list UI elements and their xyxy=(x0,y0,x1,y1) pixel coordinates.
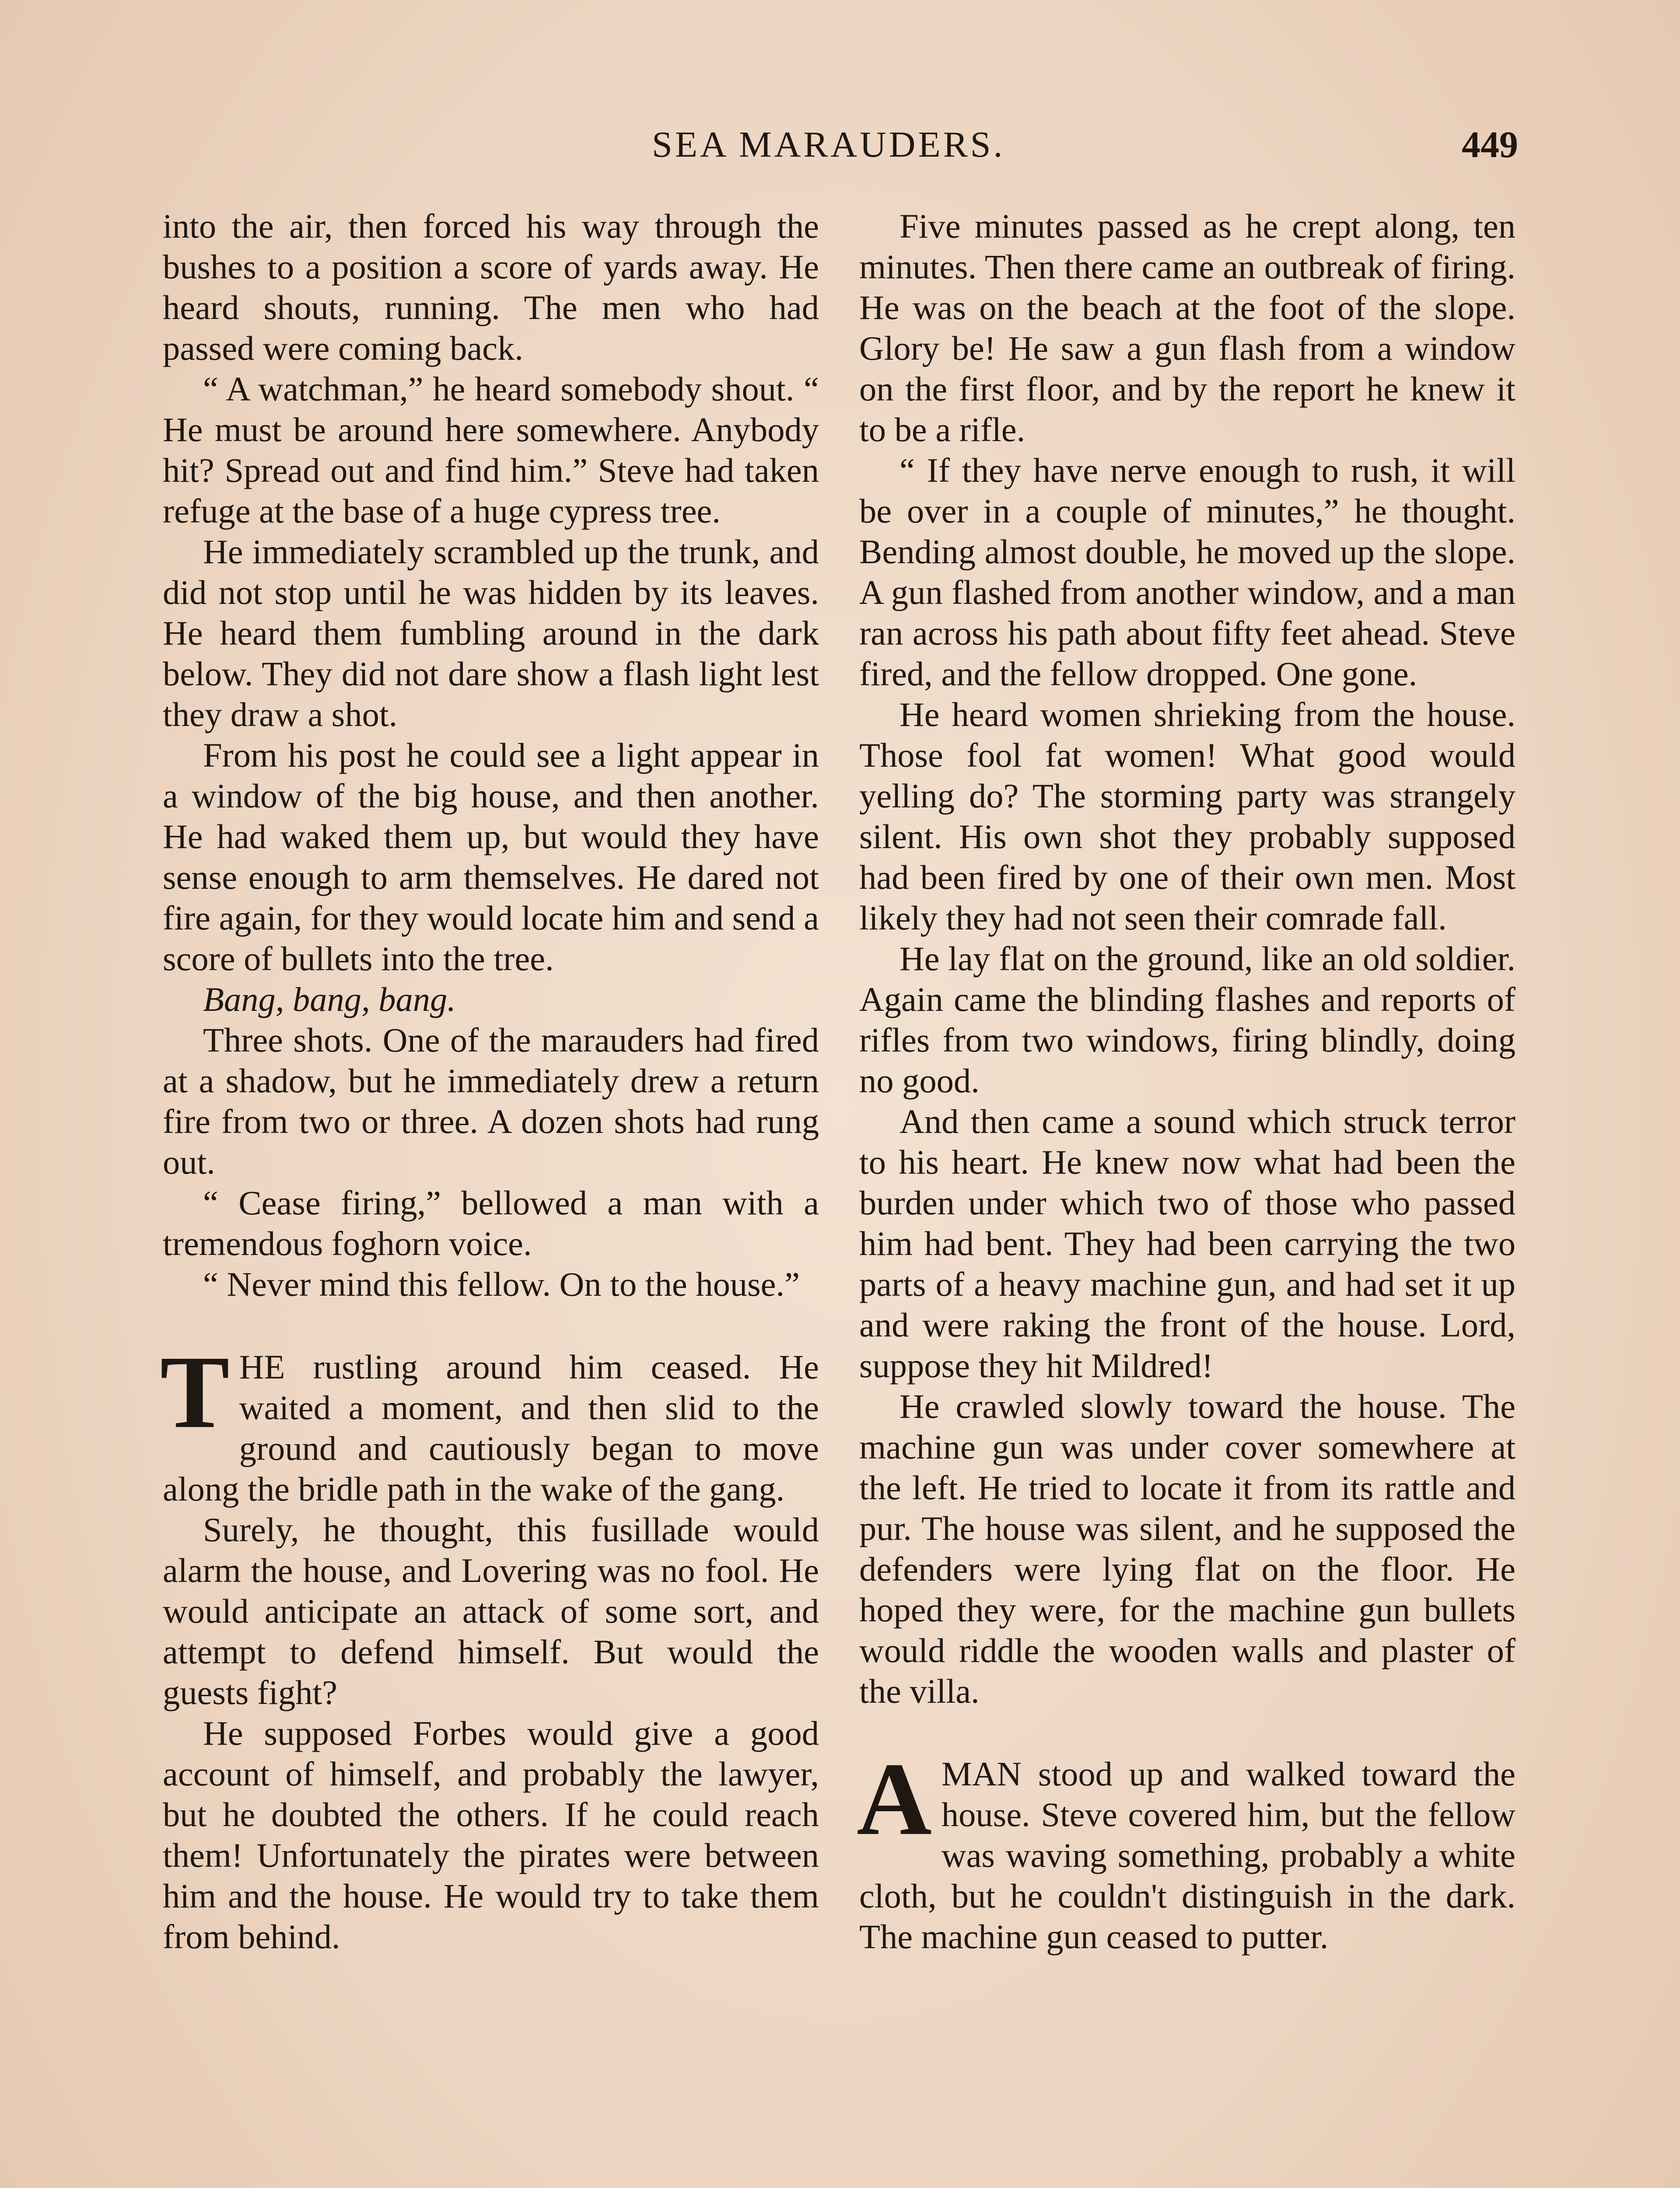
right-column xyxy=(859,206,1516,1957)
paragraph: Surely, he thought, this fusillade would alarm the house, and Lovering was no fool. He would anticipate an attack of some sort, and attempt to defend himself. But would the guests fight? xyxy=(163,1511,819,1711)
drop-cap: T xyxy=(160,1335,230,1450)
section-lead-text: MAN stood up and walked toward the house. Steve covered him, but the fellow was waving something, probably a white cloth, but he couldn't distinguish in the dark. The machine gun ceased to putter. xyxy=(859,1755,1516,1956)
running-title: SEA MARAUDERS. xyxy=(652,124,1005,165)
section-lead-paragraph xyxy=(160,1335,819,1509)
paragraph: “ If they have nerve enough to rush, it will be over in a couple of minutes,” he thought. Bending almost double, he moved up the slope. A gun flashed from another window, and a man ran across his path about fifty feet ahead. Steve fired, and the fellow dropped. One gone. xyxy=(859,451,1516,693)
paragraph: He lay flat on the ground, like an old soldier. Again came the blinding flashes and reports of rifles from two windows, firing blindly, doing no good. xyxy=(859,940,1516,1100)
section-break xyxy=(163,1304,819,1346)
paragraph: And then came a sound which struck terror to his heart. He knew now what had been the burden under which two of those who passed him had bent. They had been carrying the two parts of a heavy machine gun, and had set it up and were raking the front of the house. Lord, suppose they hit Mildred! xyxy=(859,1102,1516,1385)
page-number: 449 xyxy=(1462,123,1518,165)
paragraph: Three shots. One of the marauders had fired at a shadow, but he immediately drew a return fire from two or three. A dozen shots had rung out. xyxy=(163,1021,819,1181)
paragraph: From his post he could see a light appear in a window of the big house, and then another. He had waked them up, but would they have sense enough to arm themselves. He dared not fire again, for they would locate him and send a score of bullets into the tree. xyxy=(163,736,819,978)
paragraph: He heard women shrieking from the house. Those fool fat women! What good would yelling do? The storming party was strangely silent. His own shot they probably supposed had been fired by one of their own men. Most likely they had not seen their comrade fall. xyxy=(859,695,1516,937)
drop-cap: A xyxy=(857,1742,932,1857)
paragraph-italic: Bang, bang, bang. xyxy=(203,980,456,1018)
paragraph: He crawled slowly toward the house. The machine gun was under cover somewhere at the left. He tried to locate it from its rattle and pur. The house was silent, and he supposed the defenders were lying flat on the floor. He hoped they were, for the machine gun bullets would riddle the wooden walls and plaster of the villa. xyxy=(859,1387,1516,1710)
paragraph: “ A watchman,” he heard somebody shout. “ He must be around here somewhere. Anybody hit? Spread out and find him.” Steve had taken refuge at the base of a huge cypress tree. xyxy=(163,370,819,530)
paragraph: “ Cease firing,” bellowed a man with a tremendous foghorn voice. xyxy=(163,1184,819,1262)
section-lead-text: HE rustling around him ceased. He waited a moment, and then slid to the ground and cautiously began to move along the bridle path in the wake of the gang. xyxy=(163,1348,819,1508)
paragraph: He supposed Forbes would give a good account of himself, and probably the lawyer, but he doubted the others. If he could reach them! Unfortunately the pirates were between him and the house. He would try to take them from behind. xyxy=(163,1714,819,1956)
paragraph: Five minutes passed as he crept along, ten minutes. Then there came an outbreak of firing. He was on the beach at the foot of the slope. Glory be! He saw a gun flash from a window on the first floor, and by the report he knew it to be a rifle. xyxy=(859,207,1516,449)
section-lead-paragraph xyxy=(857,1742,1516,1957)
left-column xyxy=(160,206,819,1957)
paragraph: “ Never mind this fellow. On to the house.” xyxy=(203,1265,800,1303)
section-break xyxy=(859,1711,1516,1753)
paragraph: He immediately scrambled up the trunk, and did not stop until he was hidden by its leaves. He heard them fumbling around in the dark below. They did not dare show a flash light lest they draw a shot. xyxy=(163,533,819,733)
paragraph: into the air, then forced his way through the bushes to a position a score of yards away. He heard shouts, running. The men who had passed were coming back. xyxy=(163,207,819,367)
